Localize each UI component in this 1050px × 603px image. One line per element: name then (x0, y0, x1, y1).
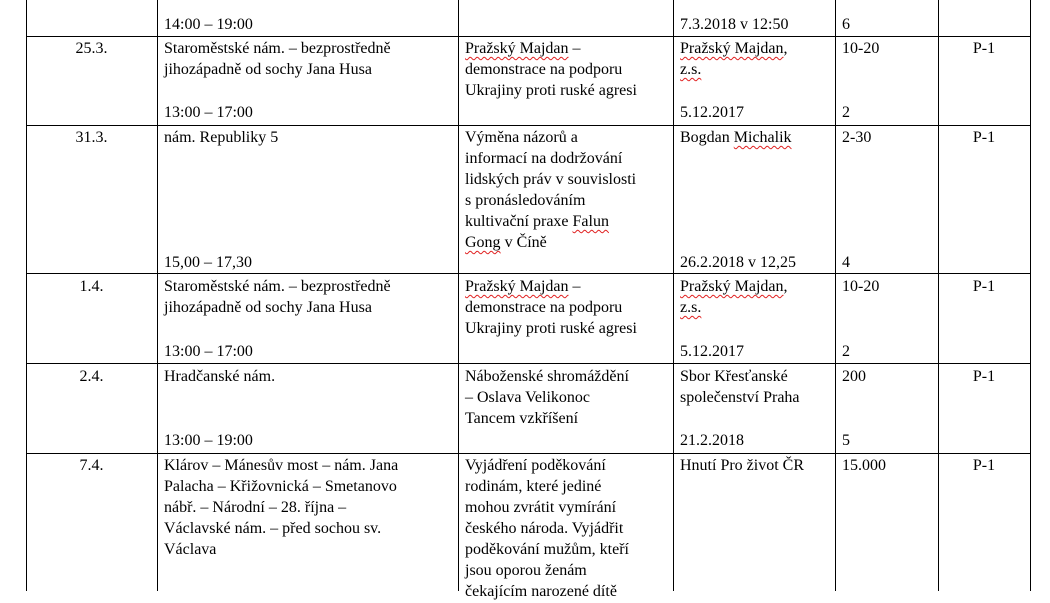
purpose-word: Pražský Majdan (465, 40, 569, 57)
purpose-line: Gong v Číně (465, 234, 547, 251)
count-note-text: 2 (842, 104, 850, 121)
purpose-line: Ukrajiny proti ruské agresi (465, 82, 637, 99)
time-text: 13:00 – 17:00 (164, 343, 253, 360)
organizer-line: společenství Praha (680, 389, 800, 406)
time-text: 13:00 – 17:00 (164, 104, 253, 121)
purpose-word: Falun (572, 213, 609, 230)
category-text: P-1 (972, 368, 996, 385)
organizer-line: Pražský Majdan, (680, 40, 788, 57)
place-line: jihozápadně od sochy Jana Husa (164, 299, 372, 316)
purpose-line: Výměna názorů a (465, 129, 578, 146)
category-text: P-1 (972, 129, 996, 146)
notified-text: 7.3.2018 v 12:50 (680, 16, 789, 33)
purpose-line: Ukrajiny proti ruské agresi (465, 320, 637, 337)
purpose-line: českého národa. Vyjádřit (465, 520, 624, 537)
place-line: Palacha – Křižovnická – Smetanovo (164, 478, 397, 495)
purpose-line: Náboženské shromáždění (465, 368, 629, 385)
organizer-line (680, 297, 701, 319)
time-text: 13:00 – 19:00 (164, 432, 253, 449)
purpose-word: Pražský Majdan (465, 278, 569, 295)
notified-text: 5.12.2017 (680, 343, 744, 360)
purpose-word: Gong (465, 234, 501, 251)
count-text: 10-20 (842, 40, 880, 57)
place-line: Staroměstské nám. – bezprostředně (164, 278, 391, 295)
organizer-word: Pražský Majdan (680, 278, 784, 295)
organizer-word: z.s. (680, 61, 702, 78)
column-divider (673, 0, 674, 591)
purpose-line: Tancem vzkříšení (465, 410, 579, 427)
count-note-text: 4 (842, 254, 850, 271)
date-cell: 1.4. (79, 278, 104, 295)
date-cell: 31.3. (75, 129, 108, 146)
organizer-word: Michalik (733, 129, 792, 146)
notified-text: 21.2.2018 (680, 432, 744, 449)
count-note-text: 2 (842, 343, 850, 360)
purpose-line: demonstrace na podporu (465, 299, 623, 316)
count-note-text: 5 (842, 432, 850, 449)
organizer-line: Pražský Majdan, (680, 278, 788, 295)
date-cell: 25.3. (75, 40, 108, 57)
purpose-line: s pronásledováním (465, 192, 586, 209)
time-text: 15,00 – 17,30 (164, 254, 252, 271)
organizer-line: Hnutí Pro život ČR (680, 457, 805, 474)
row-divider (26, 453, 1030, 454)
category-text: P-1 (972, 457, 996, 474)
place-line: nábř. – Národní – 28. října – (164, 499, 347, 516)
purpose-line: kultivační praxe Falun (465, 213, 609, 230)
purpose-line: Vyjádření poděkování (465, 457, 606, 474)
purpose-line: demonstrace na podporu (465, 61, 623, 78)
organizer-word: Pražský Majdan (680, 40, 784, 57)
place-line: Václava (164, 541, 217, 558)
organizer-line: Sbor Křesťanské (680, 368, 788, 385)
category-text: P-1 (972, 40, 996, 57)
place-line: Václavské nám. – před sochou sv. (164, 520, 382, 537)
column-divider (458, 0, 459, 591)
row-divider (26, 363, 1030, 364)
count-text: 15.000 (842, 457, 886, 474)
count-text: 2-30 (842, 129, 872, 146)
row-divider (26, 36, 1030, 37)
purpose-line: – Oslava Velikonoc (465, 389, 591, 406)
place-line: jihozápadně od sochy Jana Husa (164, 61, 372, 78)
purpose-line: mohou zvrátit vymírání (465, 499, 617, 516)
organizer-word: z.s. (680, 299, 702, 316)
column-divider (157, 0, 158, 591)
purpose-line: Pražský Majdan – (465, 278, 581, 295)
purpose-line: Pražský Majdan – (465, 40, 581, 57)
table-border-right (1030, 0, 1031, 591)
organizer-line: Bogdan Michalik (680, 129, 792, 146)
organizer-line (680, 59, 701, 81)
row-divider (26, 125, 1030, 126)
date-cell: 2.4. (79, 368, 104, 385)
place-line: Hradčanské nám. (164, 368, 276, 385)
notified-text: 5.12.2017 (680, 104, 744, 121)
count-text: 200 (842, 368, 866, 385)
date-cell: 7.4. (79, 457, 104, 474)
purpose-line: poděkování mužům, kteří (465, 541, 629, 558)
time-text: 14:00 – 19:00 (164, 16, 253, 33)
purpose-line: rodinám, které jediné (465, 478, 602, 495)
column-divider (835, 0, 836, 591)
purpose-line: lidských práv v souvislosti (465, 171, 637, 188)
place-line: Klárov – Mánesův most – nám. Jana (164, 457, 399, 474)
place-line: Staroměstské nám. – bezprostředně (164, 40, 391, 57)
place-line: nám. Republiky 5 (164, 129, 279, 146)
purpose-line: čekajícím narozené dítě (465, 583, 617, 600)
count-note-text: 6 (842, 16, 850, 33)
category-text: P-1 (972, 278, 996, 295)
count-text: 10-20 (842, 278, 880, 295)
purpose-line: informací na dodržování (465, 150, 623, 167)
purpose-line: jsou oporou ženám (465, 562, 587, 579)
notified-text: 26.2.2018 v 12,25 (680, 254, 796, 271)
